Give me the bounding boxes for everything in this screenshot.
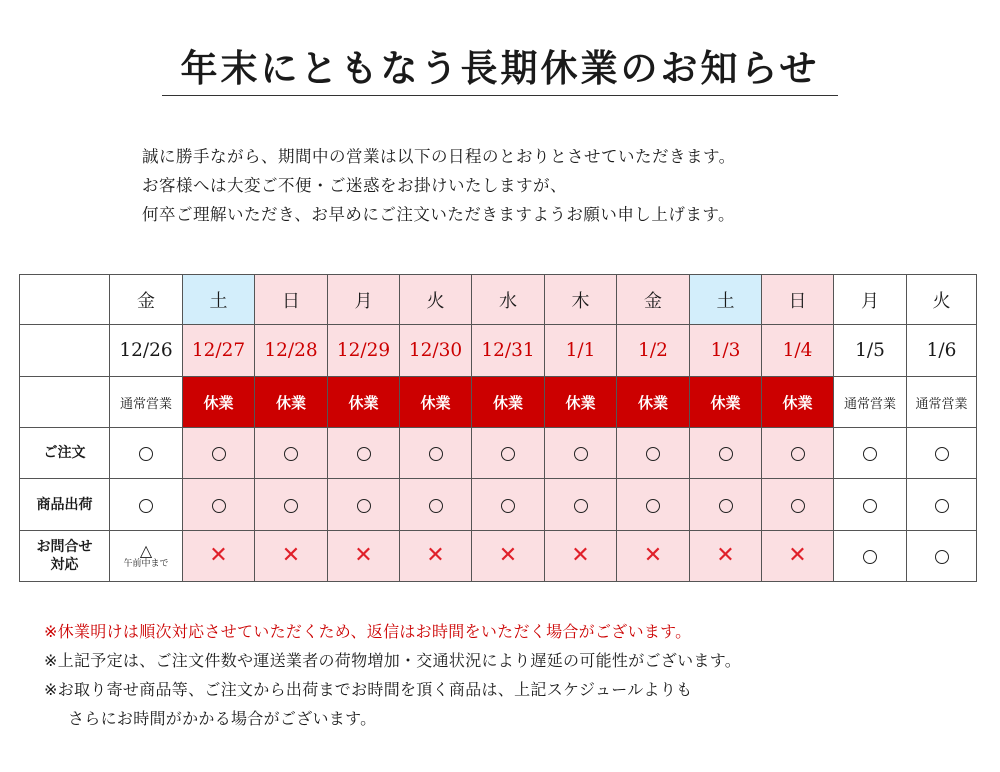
- weekday-cell: 火: [907, 275, 977, 325]
- mark-cell: [617, 531, 690, 582]
- weekday-cell: 火: [400, 275, 472, 325]
- circle-mark-icon: [139, 447, 153, 461]
- open-badge: 通常営業: [110, 377, 183, 428]
- circle-mark-icon: [284, 447, 298, 461]
- circle-mark-icon: [357, 499, 371, 513]
- mark-cell: [400, 531, 472, 582]
- date-cell: 12/28: [255, 325, 328, 377]
- closed-badge: 休業: [762, 377, 834, 428]
- mark-cell: [255, 428, 328, 479]
- notes: [44, 617, 984, 733]
- date-cell: 1/1: [545, 325, 617, 377]
- status-row: [20, 377, 977, 428]
- mark-cell: [110, 531, 183, 582]
- row-label: ご注文: [20, 428, 110, 479]
- corner-cell: [20, 275, 110, 325]
- open-badge: 通常営業: [907, 377, 977, 428]
- circle-mark-icon: [429, 499, 443, 513]
- cross-mark-icon: ✕: [571, 543, 590, 568]
- mark-cell: [834, 479, 907, 531]
- mark-cell: [617, 479, 690, 531]
- circle-mark-icon: [719, 499, 733, 513]
- intro-line: 何卒ご理解いただき、お早めにご注文いただきますようお願い申し上げます。: [142, 205, 736, 224]
- shipping-row: [20, 479, 977, 531]
- mark-cell: [110, 479, 183, 531]
- cross-mark-icon: ✕: [788, 543, 807, 568]
- mark-cell: [762, 531, 834, 582]
- mark-cell: [183, 428, 255, 479]
- triangle-mark-icon: △: [139, 541, 153, 560]
- mark-cell: [110, 428, 183, 479]
- mark-cell: [617, 428, 690, 479]
- mark-cell: [762, 428, 834, 479]
- mark-cell: [834, 531, 907, 582]
- circle-mark-icon: [935, 447, 949, 461]
- mark-cell: [907, 531, 977, 582]
- circle-mark-icon: [574, 447, 588, 461]
- open-badge: 通常営業: [834, 377, 907, 428]
- circle-mark-icon: [501, 499, 515, 513]
- circle-mark-icon: [357, 447, 371, 461]
- circle-mark-icon: [646, 447, 660, 461]
- date-cell: 12/30: [400, 325, 472, 377]
- circle-mark-icon: [863, 447, 877, 461]
- note-line: さらにお時間がかかる場合がございます。: [68, 709, 377, 728]
- note-line: ※お取り寄せ商品等、ご注文から出荷までお時間を頂く商品は、上記スケジュールよりも: [44, 680, 693, 699]
- circle-mark-icon: [863, 550, 877, 564]
- row-label-line: 対応: [50, 557, 79, 573]
- intro-text: [142, 142, 902, 229]
- cross-mark-icon: ✕: [281, 543, 301, 568]
- cross-mark-icon: ✕: [209, 543, 228, 568]
- weekday-cell: 水: [472, 275, 545, 325]
- mark-cell: [472, 531, 545, 582]
- mark-cell: [907, 479, 977, 531]
- circle-mark-icon: [646, 499, 660, 513]
- corner-cell: [20, 377, 110, 428]
- cross-mark-icon: ✕: [643, 543, 663, 568]
- note-line: ※休業明けは順次対応させていただくため、返信はお時間をいただく場合がございます。: [44, 622, 692, 641]
- cross-mark-icon: ✕: [426, 543, 445, 568]
- weekday-cell: 金: [110, 275, 183, 325]
- row-label: 商品出荷: [20, 479, 110, 531]
- closed-badge: 休業: [183, 377, 255, 428]
- mark-cell: [690, 479, 762, 531]
- title-underline: [162, 95, 838, 96]
- corner-cell: [20, 325, 110, 377]
- mark-cell: [183, 531, 255, 582]
- circle-mark-icon: [574, 499, 588, 513]
- weekday-cell: 金: [617, 275, 690, 325]
- circle-mark-icon: [935, 499, 949, 513]
- mark-cell: [255, 531, 328, 582]
- circle-mark-icon: [284, 499, 298, 513]
- intro-line: 誠に勝手ながら、期間中の営業は以下の日程のとおりとさせていただきます。: [142, 147, 736, 166]
- weekday-cell: 日: [255, 275, 328, 325]
- mark-cell: [328, 531, 400, 582]
- circle-mark-icon: [429, 447, 443, 461]
- circle-mark-icon: [501, 447, 515, 461]
- closed-badge: 休業: [400, 377, 472, 428]
- mark-cell: [472, 479, 545, 531]
- date-cell: 12/31: [472, 325, 545, 377]
- date-row: [20, 325, 977, 377]
- date-cell: 12/29: [328, 325, 400, 377]
- weekday-row: [20, 275, 977, 325]
- date-cell: 1/4: [762, 325, 834, 377]
- mark-cell: [328, 479, 400, 531]
- circle-mark-icon: [863, 499, 877, 513]
- cross-mark-icon: ✕: [716, 543, 735, 568]
- closed-badge: 休業: [328, 377, 400, 428]
- circle-mark-icon: [791, 447, 805, 461]
- date-cell: 1/3: [690, 325, 762, 377]
- weekday-cell: 月: [328, 275, 400, 325]
- circle-mark-icon: [791, 499, 805, 513]
- date-cell: 1/2: [617, 325, 690, 377]
- date-cell: 12/27: [183, 325, 255, 377]
- closed-badge: 休業: [255, 377, 328, 428]
- circle-mark-icon: [212, 447, 226, 461]
- mark-cell: [400, 428, 472, 479]
- circle-mark-icon: [719, 447, 733, 461]
- mark-cell: [545, 428, 617, 479]
- mark-cell: [834, 428, 907, 479]
- weekday-cell: 月: [834, 275, 907, 325]
- mark-cell: [690, 531, 762, 582]
- mark-cell: [545, 531, 617, 582]
- circle-mark-icon: [139, 499, 153, 513]
- date-cell: 12/26: [110, 325, 183, 377]
- weekday-cell: 土: [183, 275, 255, 325]
- row-label: [20, 531, 110, 582]
- order-row: [20, 428, 977, 479]
- closed-badge: 休業: [472, 377, 545, 428]
- circle-mark-icon: [935, 550, 949, 564]
- triangle-note: 午前中まで: [123, 559, 169, 569]
- mark-cell: [255, 479, 328, 531]
- mark-cell: [328, 428, 400, 479]
- page-title: 年末にともなう長期休業のお知らせ: [180, 47, 820, 90]
- cross-mark-icon: ✕: [498, 543, 518, 568]
- mark-cell: [762, 479, 834, 531]
- mark-cell: [545, 479, 617, 531]
- inquiry-row: [20, 531, 977, 582]
- mark-cell: [472, 428, 545, 479]
- weekday-cell: 日: [762, 275, 834, 325]
- date-cell: 1/6: [907, 325, 977, 377]
- mark-cell: [400, 479, 472, 531]
- closed-badge: 休業: [617, 377, 690, 428]
- cross-mark-icon: ✕: [354, 543, 373, 568]
- closed-badge: 休業: [690, 377, 762, 428]
- row-label-line: お問合せ: [36, 539, 93, 555]
- mark-cell: [183, 479, 255, 531]
- date-cell: 1/5: [834, 325, 907, 377]
- mark-cell: [907, 428, 977, 479]
- closed-badge: 休業: [545, 377, 617, 428]
- schedule-table: [19, 274, 977, 582]
- note-line: ※上記予定は、ご注文件数や運送業者の荷物増加・交通状況により遅延の可能性がございます。: [44, 651, 742, 670]
- circle-mark-icon: [212, 499, 226, 513]
- intro-line: お客様へは大変ご不便・ご迷惑をお掛けいたしますが、: [142, 176, 567, 195]
- weekday-cell: 土: [690, 275, 762, 325]
- weekday-cell: 木: [545, 275, 617, 325]
- mark-cell: [690, 428, 762, 479]
